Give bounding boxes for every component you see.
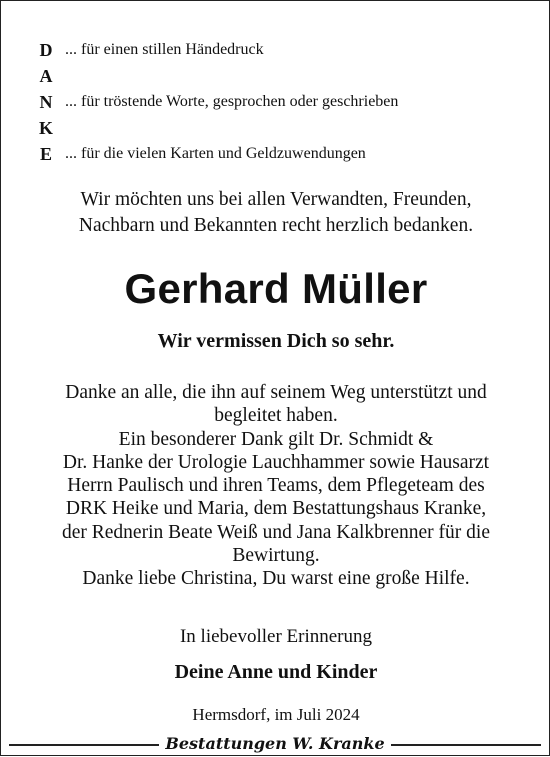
thanks-line: Ein besonderer Dank gilt Dr. Schmidt & [118, 428, 434, 450]
thanks-line: Bewirtung. [232, 545, 320, 567]
thanks-line: Danke liebe Christina, Du warst eine große Hilfe. [82, 568, 470, 590]
danke-row [37, 141, 527, 167]
thanks-line: Herrn Paulisch und ihren Teams, dem Pflegeteam des [67, 475, 485, 497]
intro-line: Nachbarn und Bekannten recht herzlich bedanken. [78, 215, 474, 236]
place-date: Hermsdorf, im Juli 2024 [192, 705, 360, 724]
danke-row [37, 63, 527, 89]
signers: Deine Anne und Kinder [174, 661, 378, 683]
thanks-line: begleitet haben. [214, 405, 338, 427]
intro-paragraph [21, 187, 531, 239]
motto: Wir vermissen Dich so sehr. [157, 330, 395, 352]
funeral-home-footer [1, 731, 549, 757]
thanks-line: DRK Heike und Maria, dem Bestattungshaus Kranke, [65, 498, 487, 520]
danke-row [37, 89, 527, 115]
danke-text: ... für die vielen Karten und Geldzuwendungen [65, 145, 366, 162]
danke-letter: N [39, 92, 53, 112]
thanks-line: Danke an alle, die ihn auf seinem Weg unterstützt und [65, 382, 487, 403]
danke-acrostic [37, 37, 527, 167]
thanks-line: Dr. Hanke der Urologie Lauchhammer sowie Hausarzt [62, 451, 490, 473]
danke-letter: D [39, 40, 53, 60]
deceased-name: Gerhard Müller [124, 265, 428, 312]
funeral-home-brand: Bestattungen W. Kranke [165, 734, 385, 753]
intro-line: Wir möchten uns bei allen Verwandten, Freunden, [80, 189, 472, 210]
danke-text: ... für einen stillen Händedruck [65, 41, 264, 58]
danke-row [37, 37, 527, 63]
footer-divider [391, 744, 541, 746]
thanks-paragraph [21, 381, 531, 591]
danke-letter: K [38, 118, 53, 138]
danke-letter: E [39, 144, 52, 164]
danke-letter: A [39, 66, 53, 86]
thanks-line: der Rednerin Beate Weiß und Jana Kalkbrenner für die [62, 521, 490, 543]
remembrance-line: In liebevoller Erinnerung [179, 626, 373, 647]
danke-row [37, 115, 527, 141]
danke-text: ... für tröstende Worte, gesprochen oder geschrieben [65, 93, 399, 110]
